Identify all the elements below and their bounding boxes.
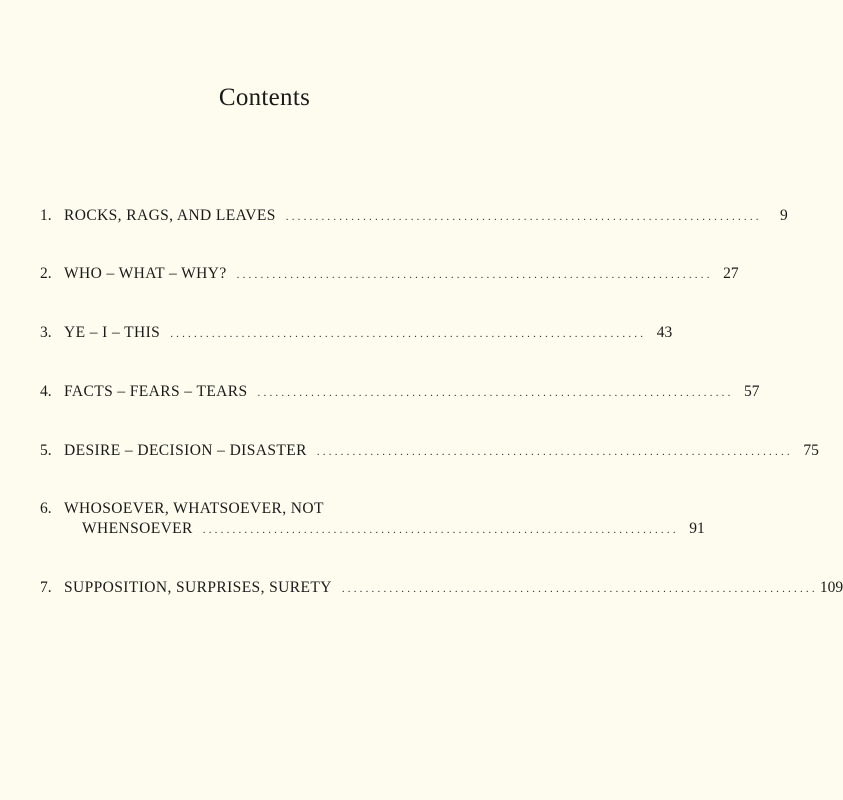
entry-page-number: 91 (689, 520, 705, 537)
toc-entry-5 (40, 441, 819, 462)
dot-leader: ................................................................................ (316, 446, 793, 458)
entry-title: WHO – WHAT – WHY? (64, 265, 227, 282)
entry-page-number: 9 (780, 207, 788, 224)
dot-leader: ................................................................................ (236, 269, 713, 281)
toc-entry-7 (40, 578, 843, 599)
entry-number: 7. (40, 579, 52, 596)
entry-page-number: 43 (656, 324, 673, 341)
toc-entry-6 (40, 499, 705, 540)
entry-title: FACTS – FEARS – TEARS (64, 383, 248, 400)
dot-leader: ................................................................................ (341, 583, 818, 595)
toc-entry-1 (40, 206, 788, 227)
entry-number: 3. (40, 324, 52, 341)
entry-title-continued: WHENSOEVER (82, 520, 193, 537)
dot-leader: ................................................................................ (285, 211, 762, 223)
entry-number: 5. (40, 442, 52, 459)
entry-page-number: 75 (803, 442, 819, 459)
contents-title: Contents (218, 84, 311, 111)
entry-title: ROCKS, RAGS, AND LEAVES (64, 207, 276, 224)
entry-title: YE – I – THIS (64, 324, 161, 341)
toc-entry-3 (40, 323, 673, 344)
entry-number: 1. (40, 207, 52, 224)
entry-page-number: 109 (819, 579, 843, 596)
dot-leader: ................................................................................ (202, 524, 679, 536)
entry-title: DESIRE – DECISION – DISASTER (64, 442, 307, 459)
entry-title: WHOSOEVER, WHATSOEVER, NOT (64, 500, 324, 517)
toc-entry-4 (40, 382, 760, 403)
entry-number: 2. (40, 265, 52, 282)
entry-page-number: 27 (723, 265, 739, 282)
entry-number: 4. (40, 383, 52, 400)
entry-number: 6. (40, 500, 52, 517)
entry-title: SUPPOSITION, SURPRISES, SURETY (64, 579, 332, 596)
toc-entry-2 (40, 264, 739, 285)
dot-leader: ................................................................................ (257, 387, 734, 399)
dot-leader: ................................................................................ (170, 328, 647, 340)
entry-page-number: 57 (744, 383, 760, 400)
